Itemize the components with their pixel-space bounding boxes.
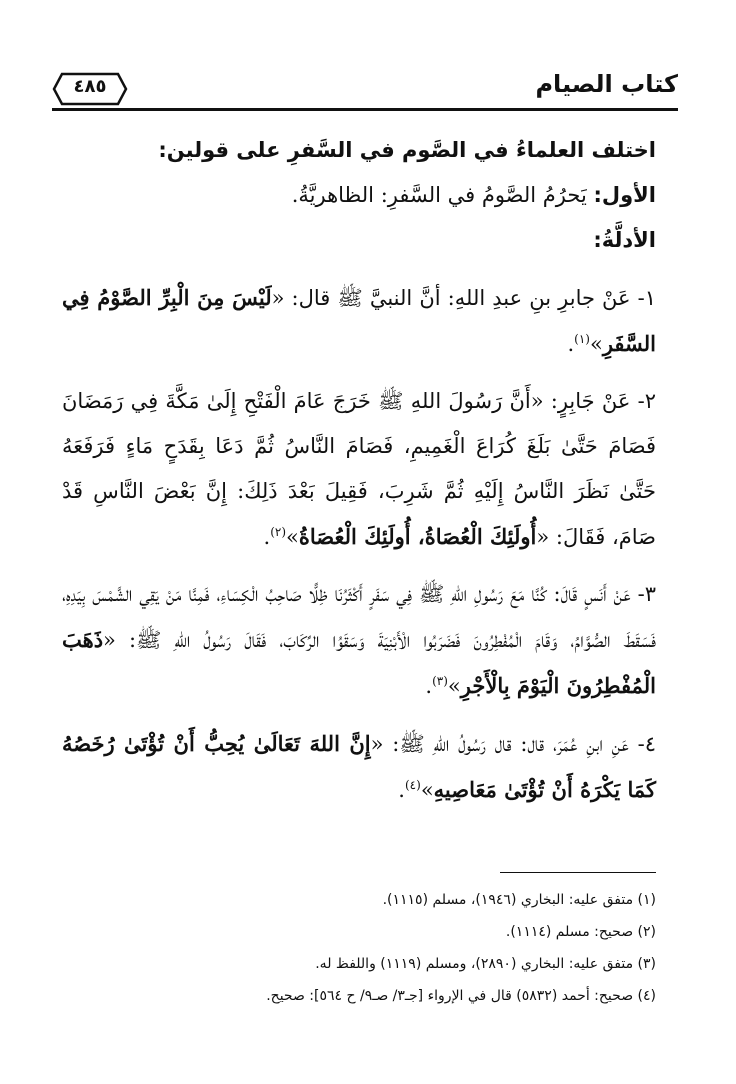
hadith-2-text: ٢- عَنْ جَابِرٍ: «أَنَّ رَسُولَ اللهِ ﷺ خَرَجَ عَامَ الْفَتْحِ إِلَىٰ مَكَّةَ فِي رَمَضَانَ فَصَامَ حَتَّىٰ بَلَغَ كُرَاعَ الْغَمِيمِ، فَصَامَ النَّاسُ ثُمَّ دَعَا بِقَدَحٍ مَاءٍ فَرَفَعَهُ حَتَّىٰ نَظَرَ النَّاسُ إِلَيْهِ ثُمَّ شَرِبَ، فَقِيلَ بَعْدَ ذَلِكَ: إِنَّ بَعْضَ النَّاسِ قَدْ صَامَ، فَقَالَ: « <box>62 389 656 549</box>
hadith-3: ٣- عَنْ أَنَسٍ قَالَ: كُنَّا مَعَ رَسُولِ اللهِ ﷺ فِي سَفَرٍ أَكْثَرُنَا ظِلًّا صَاحِبُ الْكِسَاءِ، فَمِنَّا مَنْ يَقِي الشَّمْسَ بِيَدِهِ، فَسَقَطَ الصُّوَّامُ، وَقَامَ الْمُفْطِرُونَ فَضَرَبُوا الْأَبْنِيَةَ وَسَقَوُا الرِّكَابَ، فَقَالَ رَسُولُ اللهِ ﷺ: «ذَهَبَ الْمُفْطِرُونَ الْيَوْمَ بِالْأَجْرِ»$^{(٣)}$. <box>62 582 656 698</box>
page-number: ٤٨٥ <box>73 76 107 97</box>
footnote-ref-4: (٤) <box>404 778 421 792</box>
footnote-divider <box>500 872 656 873</box>
hadith-4-prefix: ٤- عَنِ ابنِ عُمَرَ، قال: قال رَسُولُ اللهِ ﷺ: « <box>370 732 656 756</box>
hadith-1: ١- عَنْ جابرِ بنِ عبدِ اللهِ: أنَّ النبيَّ ﷺ قال: «لَيْسَ مِنَ الْبِرِّ الصَّوْمُ فِي السَّفَرِ»$^{(١)}$. <box>62 285 656 356</box>
footnote-3: (٣) متفق عليه: البخاري (٢٨٩٠)، ومسلم (١١١٩) واللفظ له. <box>315 956 656 972</box>
footnote-2: (٢) صحيح: مسلم (١١١٤). <box>505 924 656 940</box>
header-divider <box>52 108 678 111</box>
footnote-ref-1: (١) <box>574 332 590 346</box>
first-opinion <box>62 173 656 218</box>
main-text <box>62 128 656 813</box>
footnotes <box>80 884 656 1012</box>
footnote-4: (٤) صحيح: أحمد (٥٨٣٢) قال في الإرواء [جـ٣/ صـ٩/ ح ٥٦٤]: صحيح. <box>266 988 656 1004</box>
footnote-ref-2: (٢) <box>270 525 287 539</box>
hadith-2-quote: أُولَئِكَ الْعُصَاةُ، أُولَئِكَ الْعُصَاةُ <box>298 524 537 549</box>
hadith-4-quote: إِنَّ اللهَ تَعَالَىٰ يُحِبُّ أَنْ تُؤْتَىٰ رُخَصُهُ كَمَا يَكْرَهُ أَنْ تُؤْتَىٰ مَعَاصِيهِ <box>62 731 656 802</box>
running-title: كتاب الصيام <box>535 70 678 98</box>
footnote-ref-3: (٣) <box>432 674 448 688</box>
hadith-1-prefix: ١- عَنْ جابرِ بنِ عبدِ اللهِ: أنَّ النبيَّ ﷺ قال: « <box>271 286 656 310</box>
section-intro: اختلف العلماءُ في الصَّوم في السَّفرِ على قولين: <box>158 138 656 162</box>
footnote-1: (١) متفق عليه: البخاري (١٩٤٦)، مسلم (١١١٥). <box>382 892 656 908</box>
first-opinion-label: الأول: <box>593 183 656 207</box>
evidence-heading: الأدلَّةُ: <box>593 228 656 252</box>
first-opinion-text: يَحرُمُ الصَّومُ في السَّفرِ: الظاهريَّةُ. <box>291 183 587 207</box>
hadith-3-quote: ذَهَبَ الْمُفْطِرُونَ الْيَوْمَ بِالْأَجْرِ <box>62 627 656 698</box>
hadith-3-text: ٣- عَنْ أَنَسٍ قَالَ: كُنَّا مَعَ رَسُولِ اللهِ ﷺ فِي سَفَرٍ أَكْثَرُنَا ظِلًّا صَاحِبُ الْكِسَاءِ، فَمِنَّا مَنْ يَقِي الشَّمْسَ بِيَدِهِ، فَسَقَطَ الصُّوَّامُ، وَقَامَ الْمُفْطِرُونَ فَضَرَبُوا الْأَبْنِيَةَ وَسَقَوُا الرِّكَابَ، فَقَالَ رَسُولُ اللهِ ﷺ: « <box>62 582 656 652</box>
hadith-1-quote: لَيْسَ مِنَ الْبِرِّ الصَّوْمُ فِي السَّفَرِ <box>62 285 656 356</box>
page-header <box>52 62 678 112</box>
hadith-2: ٢- عَنْ جَابِرٍ: «أَنَّ رَسُولَ اللهِ ﷺ خَرَجَ عَامَ الْفَتْحِ إِلَىٰ مَكَّةَ فِي رَمَضَانَ فَصَامَ حَتَّىٰ بَلَغَ كُرَاعَ الْغَمِيمِ، فَصَامَ النَّاسُ ثُمَّ دَعَا بِقَدَحٍ مَاءٍ فَرَفَعَهُ حَتَّىٰ نَظَرَ النَّاسُ إِلَيْهِ ثُمَّ شَرِبَ، فَقِيلَ بَعْدَ ذَلِكَ: إِنَّ بَعْضَ النَّاسِ قَدْ صَامَ، فَقَالَ: «أُولَئِكَ الْعُصَاةُ، أُولَئِكَ الْعُصَاةُ»$^{(٢)}$. <box>62 389 656 549</box>
page-number-badge <box>52 72 128 106</box>
hadith-4: ٤- عَنِ ابنِ عُمَرَ، قال: قال رَسُولُ اللهِ ﷺ: «إِنَّ اللهَ تَعَالَىٰ يُحِبُّ أَنْ تُؤْتَىٰ رُخَصُهُ كَمَا يَكْرَهُ أَنْ تُؤْتَىٰ مَعَاصِيهِ»$^{(٤)}$. <box>62 731 656 802</box>
